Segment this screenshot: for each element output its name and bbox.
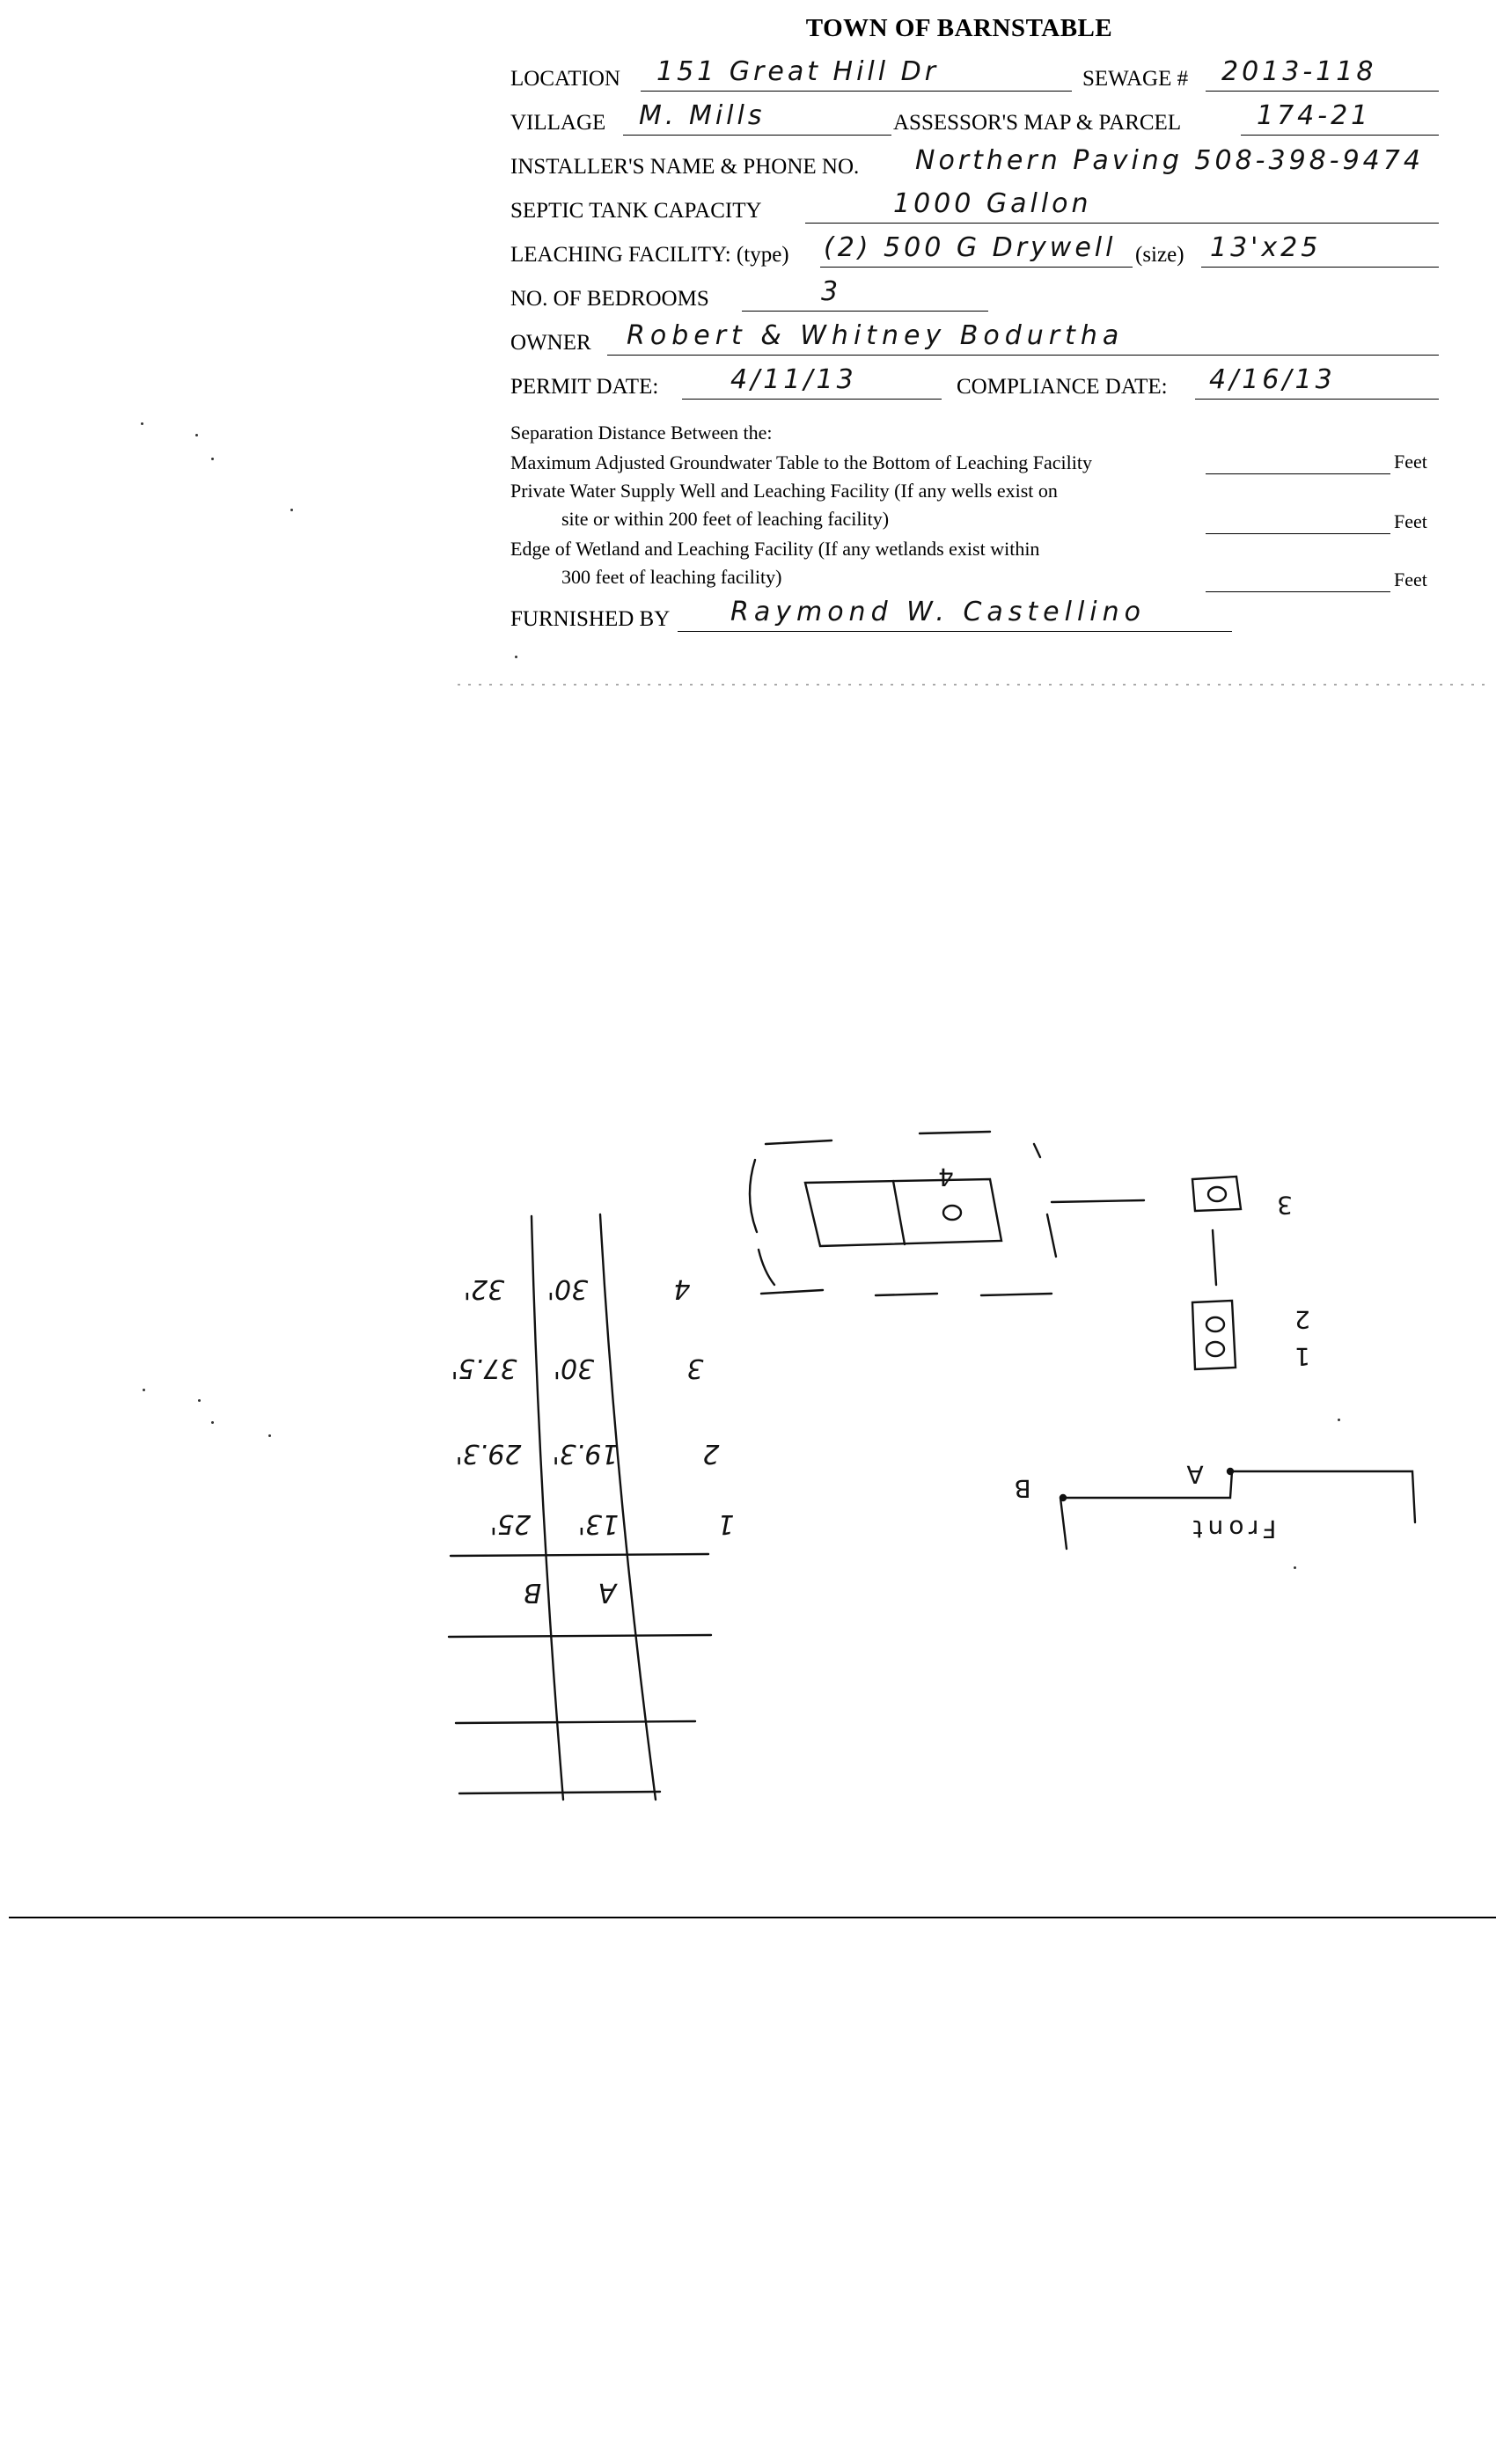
installer-value: Northern Paving 508-398-9474	[915, 145, 1424, 176]
front-label: Front	[1187, 1514, 1277, 1544]
tie-row-2-b: 29.3'	[455, 1438, 522, 1469]
leaching-area-outline-top	[766, 1132, 990, 1144]
furnished-label: FURNISHED BY	[510, 607, 671, 631]
village-label: VILLAGE	[510, 111, 606, 135]
tie-table-line-3	[456, 1721, 695, 1723]
page-bottom-rule	[9, 1917, 1496, 1918]
drywell-3-circle	[1208, 1187, 1226, 1201]
scan-speck	[198, 1399, 201, 1402]
scan-speck	[1294, 1566, 1296, 1569]
separation-line-2b: site or within 200 feet of leaching facility)	[561, 508, 890, 530]
compliance-value: 4/16/13	[1209, 364, 1336, 395]
drywell-box-1-2	[1192, 1301, 1236, 1369]
permit-value: 4/11/13	[730, 364, 857, 395]
tie-row-1-a: 13'	[577, 1508, 620, 1539]
leaching-value: (2) 500 G Drywell	[824, 232, 1117, 263]
scan-speck	[195, 434, 198, 436]
separation-line-1: Maximum Adjusted Groundwater Table to the Bottom of Leaching Facility	[510, 451, 1092, 473]
drywell-2-circle	[1206, 1317, 1224, 1331]
tie-row-1-b: 25'	[489, 1508, 532, 1539]
leaching-area-outline-bottom	[761, 1290, 1052, 1295]
septic-tank-divider	[893, 1181, 905, 1244]
scan-speck	[211, 1421, 214, 1424]
drywell-1-circle	[1206, 1342, 1224, 1356]
tie-row-4-a: 30'	[546, 1273, 589, 1304]
scan-speck	[515, 656, 517, 658]
location-value: 151 Great Hill Dr	[656, 56, 940, 87]
point-a-label: A	[1186, 1460, 1204, 1489]
point-b-label: B	[1014, 1474, 1031, 1503]
leaching-area-outline-left	[750, 1160, 774, 1285]
tank-number-label: 4	[938, 1162, 954, 1192]
tie-row-3-a: 30'	[553, 1353, 595, 1383]
tie-row-4-id: 4	[673, 1273, 691, 1304]
tie-table-line-4	[459, 1792, 660, 1793]
location-label: LOCATION	[510, 67, 620, 91]
feet-unit-2: Feet	[1394, 510, 1427, 532]
outlet-pipe-line	[1052, 1200, 1144, 1202]
scan-speck	[143, 1389, 145, 1391]
owner-label: OWNER	[510, 331, 591, 355]
tie-header-a: A	[598, 1577, 617, 1608]
drywell-label-1: 1	[1294, 1342, 1310, 1371]
furnished-value: Raymond W. Castellino	[730, 597, 1146, 627]
leaching-label: LEACHING FACILITY: (type)	[510, 243, 789, 267]
scan-speck	[1338, 1419, 1340, 1421]
leaching-size-label: (size)	[1135, 243, 1184, 267]
separation-line-3a: Edge of Wetland and Leaching Facility (If any wetlands exist within	[510, 538, 1040, 560]
permit-label: PERMIT DATE:	[510, 375, 659, 399]
installer-label: INSTALLER'S NAME & PHONE NO.	[510, 155, 860, 179]
assessor-label: ASSESSOR'S MAP & PARCEL	[893, 111, 1182, 135]
septic-value: 1000 Gallon	[893, 188, 1092, 219]
sewage-value: 2013-118	[1221, 56, 1377, 87]
tie-table-line-2	[449, 1635, 711, 1637]
owner-value: Robert & Whitney Bodurtha	[627, 320, 1125, 351]
leaching-area-outline-right	[1034, 1144, 1056, 1257]
village-value: M. Mills	[639, 100, 766, 131]
tie-table	[451, 1273, 734, 1608]
point-b-marker	[1060, 1495, 1066, 1500]
tie-header-b: B	[523, 1577, 542, 1608]
separation-heading: Separation Distance Between the:	[510, 422, 773, 444]
front-left-wall-line	[1060, 1498, 1067, 1549]
tie-table-line-1	[451, 1554, 708, 1556]
drywell-label-2: 2	[1294, 1305, 1310, 1334]
separation-line-3b: 300 feet of leaching facility)	[561, 566, 782, 588]
form-title: TOWN OF BARNSTABLE	[805, 14, 1113, 42]
drywell-connector-line	[1213, 1230, 1216, 1285]
bedrooms-label: NO. OF BEDROOMS	[510, 287, 709, 311]
bedrooms-value: 3	[821, 276, 842, 307]
tie-row-4-b: 32'	[463, 1273, 505, 1304]
point-a-marker	[1228, 1469, 1233, 1474]
tie-row-3-id: 3	[686, 1353, 704, 1383]
tie-row-1-id: 1	[717, 1508, 735, 1539]
tie-table-col-2	[600, 1214, 656, 1800]
septic-tank-port-circle	[943, 1206, 961, 1220]
feet-unit-3: Feet	[1394, 568, 1427, 590]
scan-speck	[211, 458, 214, 460]
scan-speck	[141, 422, 143, 425]
tie-row-2-a: 19.3'	[552, 1438, 619, 1469]
tie-row-3-b: 37.5'	[451, 1353, 517, 1383]
compliance-label: COMPLIANCE DATE:	[957, 375, 1168, 399]
sewage-label: SEWAGE #	[1082, 67, 1189, 91]
septic-label: SEPTIC TANK CAPACITY	[510, 199, 762, 223]
tie-row-2-id: 2	[702, 1438, 720, 1469]
scan-speck	[290, 509, 293, 511]
separation-line-2a: Private Water Supply Well and Leaching Facility (If any wells exist on	[510, 480, 1058, 502]
drywell-box-3	[1192, 1177, 1241, 1211]
leaching-size-value: 13'x25	[1210, 232, 1322, 263]
assessor-value: 174-21	[1257, 100, 1372, 131]
drywell-top-label: 3	[1277, 1191, 1293, 1220]
scan-speck	[268, 1434, 271, 1437]
feet-unit-1: Feet	[1394, 451, 1427, 473]
